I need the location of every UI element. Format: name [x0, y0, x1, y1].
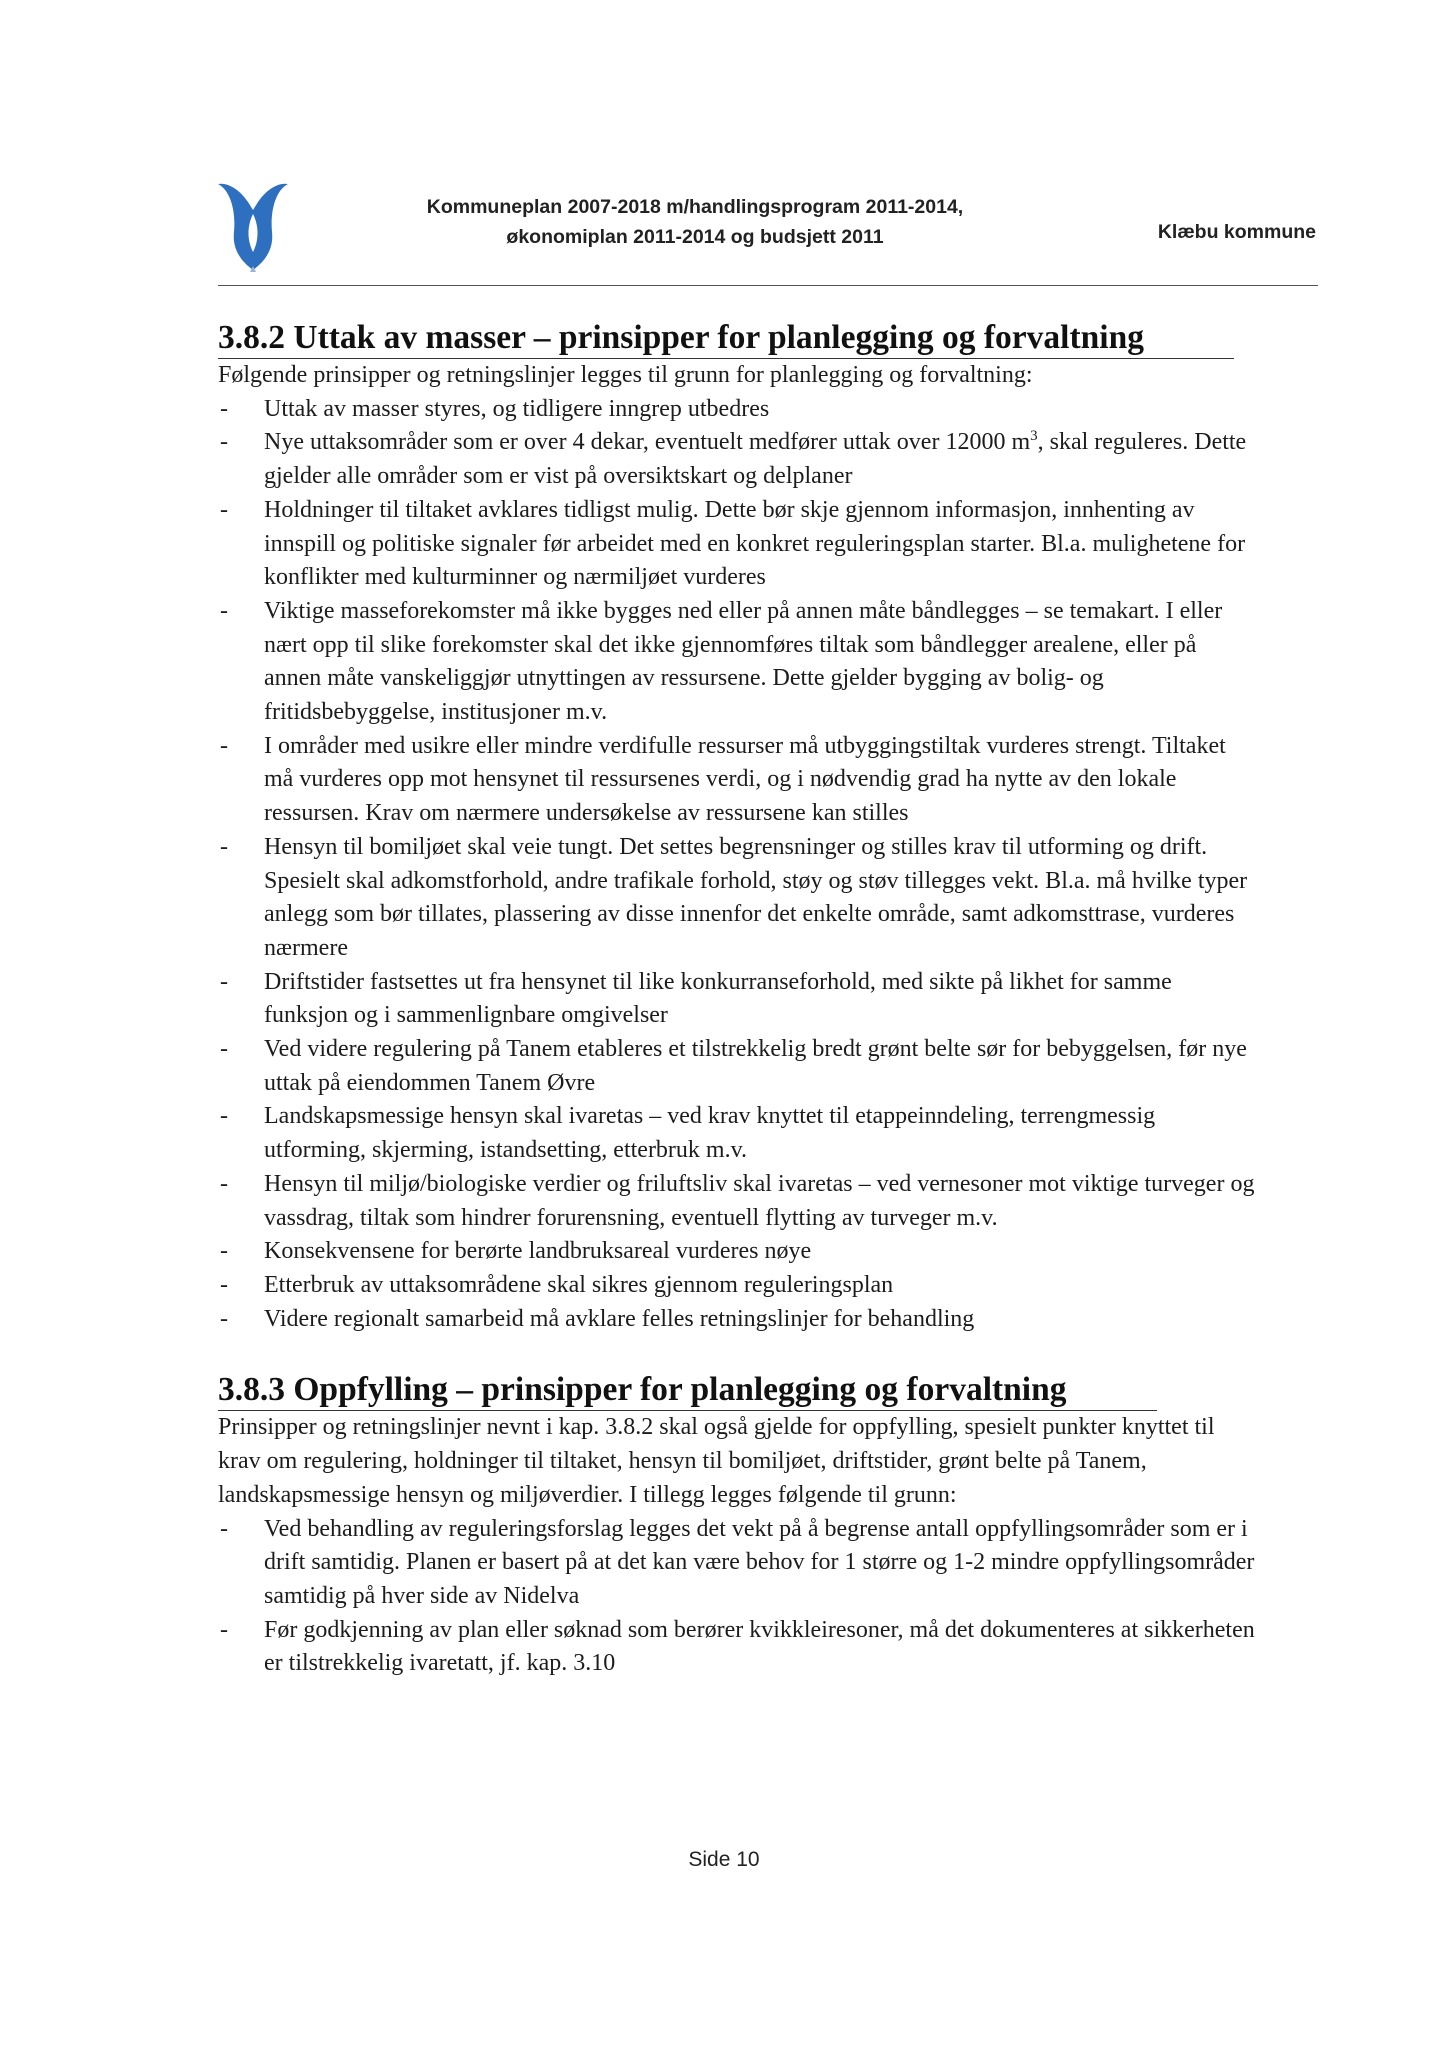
list-item-text: Driftstider fastsettes ut fra hensynet til like konkurranseforhold, med sikte på likhet for samme funksjon og i sammenlignbare omgivelser	[264, 968, 1172, 1029]
document-content	[218, 318, 1258, 1681]
list-item-text: Landskapsmessige hensyn skal ivaretas – ved krav knyttet til etappeinndeling, terrengmessig utforming, skjerming, istandsetting, etterbruk m.v.	[264, 1103, 1156, 1164]
list-item-text: Uttak av masser styres, og tidligere inngrep utbedres	[264, 395, 770, 422]
header-title	[375, 192, 1015, 252]
dash-bullet: -	[220, 968, 228, 995]
section-intro: Prinsipper og retningslinjer nevnt i kap. 3.8.2 skal også gjelde for oppfylling, spesielt punkter knyttet til krav om regulering, holdninger til tiltaket, hensyn til bomiljøet, driftstider, grønt belte på Tanem, landskapsmessige hensyn og miljøverdier. I tillegg legges følgende til grunn:	[218, 1414, 1215, 1508]
section-3-8-3	[218, 1370, 1258, 1681]
dash-bullet: -	[220, 1616, 228, 1643]
dash-bullet: -	[220, 496, 228, 523]
list-item	[218, 1168, 1258, 1235]
header-divider	[218, 285, 1318, 286]
list-item-text-continued: , skal reguleres. Dette gjelder alle områder som er vist på oversiktskart og delplaner	[264, 429, 1247, 490]
dash-bullet: -	[220, 1271, 228, 1298]
list-item-text: Hensyn til miljø/biologiske verdier og friluftsliv skal ivaretas – ved vernesoner mot viktige turveger og vassdrag, tiltak som hindrer forurensning, eventuell flytting av turveger m.v.	[264, 1170, 1255, 1231]
list-item	[218, 1269, 1258, 1303]
list-item	[218, 1303, 1258, 1337]
header-title-line-2: økonomiplan 2011-2014 og budsjett 2011	[506, 226, 884, 248]
dash-bullet: -	[220, 732, 228, 759]
list-item	[218, 393, 1258, 427]
list-item-text: Konsekvensene for berørte landbruksareal vurderes nøye	[264, 1238, 812, 1265]
list-item	[218, 966, 1258, 1033]
list-item-text: Viktige masseforekomster må ikke bygges ned eller på annen måte båndlegges – se temakart. I eller nært opp til slike forekomster skal det ikke gjennomføres tiltak som båndlegger arealene, eller på annen måte vanskeliggjør utnyttingen av ressursene. Dette gjelder bygging av bolig- og fritidsbebyggelse, institusjoner m.v.	[264, 597, 1223, 726]
dash-bullet: -	[220, 1238, 228, 1265]
section-heading-3-8-2: 3.8.2 Uttak av masser – prinsipper for planlegging og forvaltning	[218, 318, 1234, 359]
list-item-text: Holdninger til tiltaket avklares tidligst mulig. Dette bør skje gjennom informasjon, innhenting av innspill og politiske signaler før arbeidet med en konkret reguleringsplan starter. Bl.a. mulighetene for konflikter med kulturminner og nærmiljøet vurderes	[264, 496, 1246, 591]
section-intro: Følgende prinsipper og retningslinjer legges til grunn for planlegging og forvaltning:	[218, 362, 1033, 388]
header-title-line-1: Kommuneplan 2007-2018 m/handlingsprogram 2011-2014,	[426, 196, 964, 218]
list-item-text: Nye uttaksområder som er over 4 dekar, eventuelt medfører uttak over 12000 m	[264, 429, 1031, 456]
header-municipality: Klæbu kommune	[1157, 221, 1316, 243]
list-item-text: Etterbruk av uttaksområdene skal sikres gjennom reguleringsplan	[264, 1271, 894, 1298]
dash-bullet: -	[220, 429, 228, 456]
list-item	[218, 730, 1258, 831]
dash-bullet: -	[220, 597, 228, 624]
dash-bullet: -	[220, 833, 228, 860]
list-item-text: Videre regionalt samarbeid må avklare felles retningslinjer for behandling	[264, 1305, 975, 1332]
dash-bullet: -	[220, 395, 228, 422]
dash-bullet: -	[220, 1515, 228, 1542]
list-item-text: Ved behandling av reguleringsforslag legges det vekt på å begrense antall oppfyllingsområder som er i drift samtidig. Planen er basert på at det kan være behov for 1 større og 1-2 mindre oppfyllingsområder samtidig på hver side av Nidelva	[264, 1515, 1255, 1609]
list-item	[218, 1614, 1258, 1681]
section-heading-3-8-3: 3.8.3 Oppfylling – prinsipper for planlegging og forvaltning	[218, 1370, 1157, 1411]
dash-bullet: -	[220, 1103, 228, 1130]
dash-bullet: -	[220, 1170, 228, 1197]
municipal-coat-of-arms-icon	[212, 180, 294, 272]
dash-bullet: -	[220, 1305, 228, 1332]
list-item	[218, 1235, 1258, 1269]
principles-list	[218, 1513, 1258, 1682]
list-item	[218, 494, 1258, 595]
list-item-text: Ved videre regulering på Tanem etableres et tilstrekkelig bredt grønt belte sør for bebyggelsen, før nye uttak på eiendommen Tanem Øvre	[264, 1036, 1247, 1096]
list-item-text: Hensyn til bomiljøet skal veie tungt. Det settes begrensninger og stilles krav til utforming og drift. Spesielt skal adkomstforhold, andre trafikale forhold, støy og støv tillegges vekt. Bl.a. må hvilke typer anlegg som bør tillates, plassering av disse innenfor det enkelte område, samt adkomsttrase, vurderes nærmere	[264, 833, 1248, 961]
list-item	[218, 831, 1258, 966]
list-item-text: Før godkjenning av plan eller søknad som berører kvikkleiresoner, må det dokumenteres at sikkerheten er tilstrekkelig ivaretatt, jf. kap. 3.10	[264, 1616, 1255, 1677]
principles-list	[218, 393, 1258, 1337]
list-item	[218, 1100, 1258, 1167]
list-item	[218, 595, 1258, 730]
superscript: 3	[1030, 428, 1038, 445]
list-item	[218, 426, 1258, 493]
list-item	[218, 1033, 1258, 1100]
list-item-text: I områder med usikre eller mindre verdifulle ressurser må utbyggingstiltak vurderes strengt. Tiltaket må vurderes opp mot hensynet til ressursenes verdi, og i nødvendig grad ha nytte av den lokale ressursen. Krav om nærmere undersøkelse av ressursene kan stilles	[264, 732, 1226, 827]
list-item	[218, 1513, 1258, 1614]
page-number: Side 10	[688, 1848, 760, 1871]
dash-bullet: -	[220, 1036, 228, 1063]
